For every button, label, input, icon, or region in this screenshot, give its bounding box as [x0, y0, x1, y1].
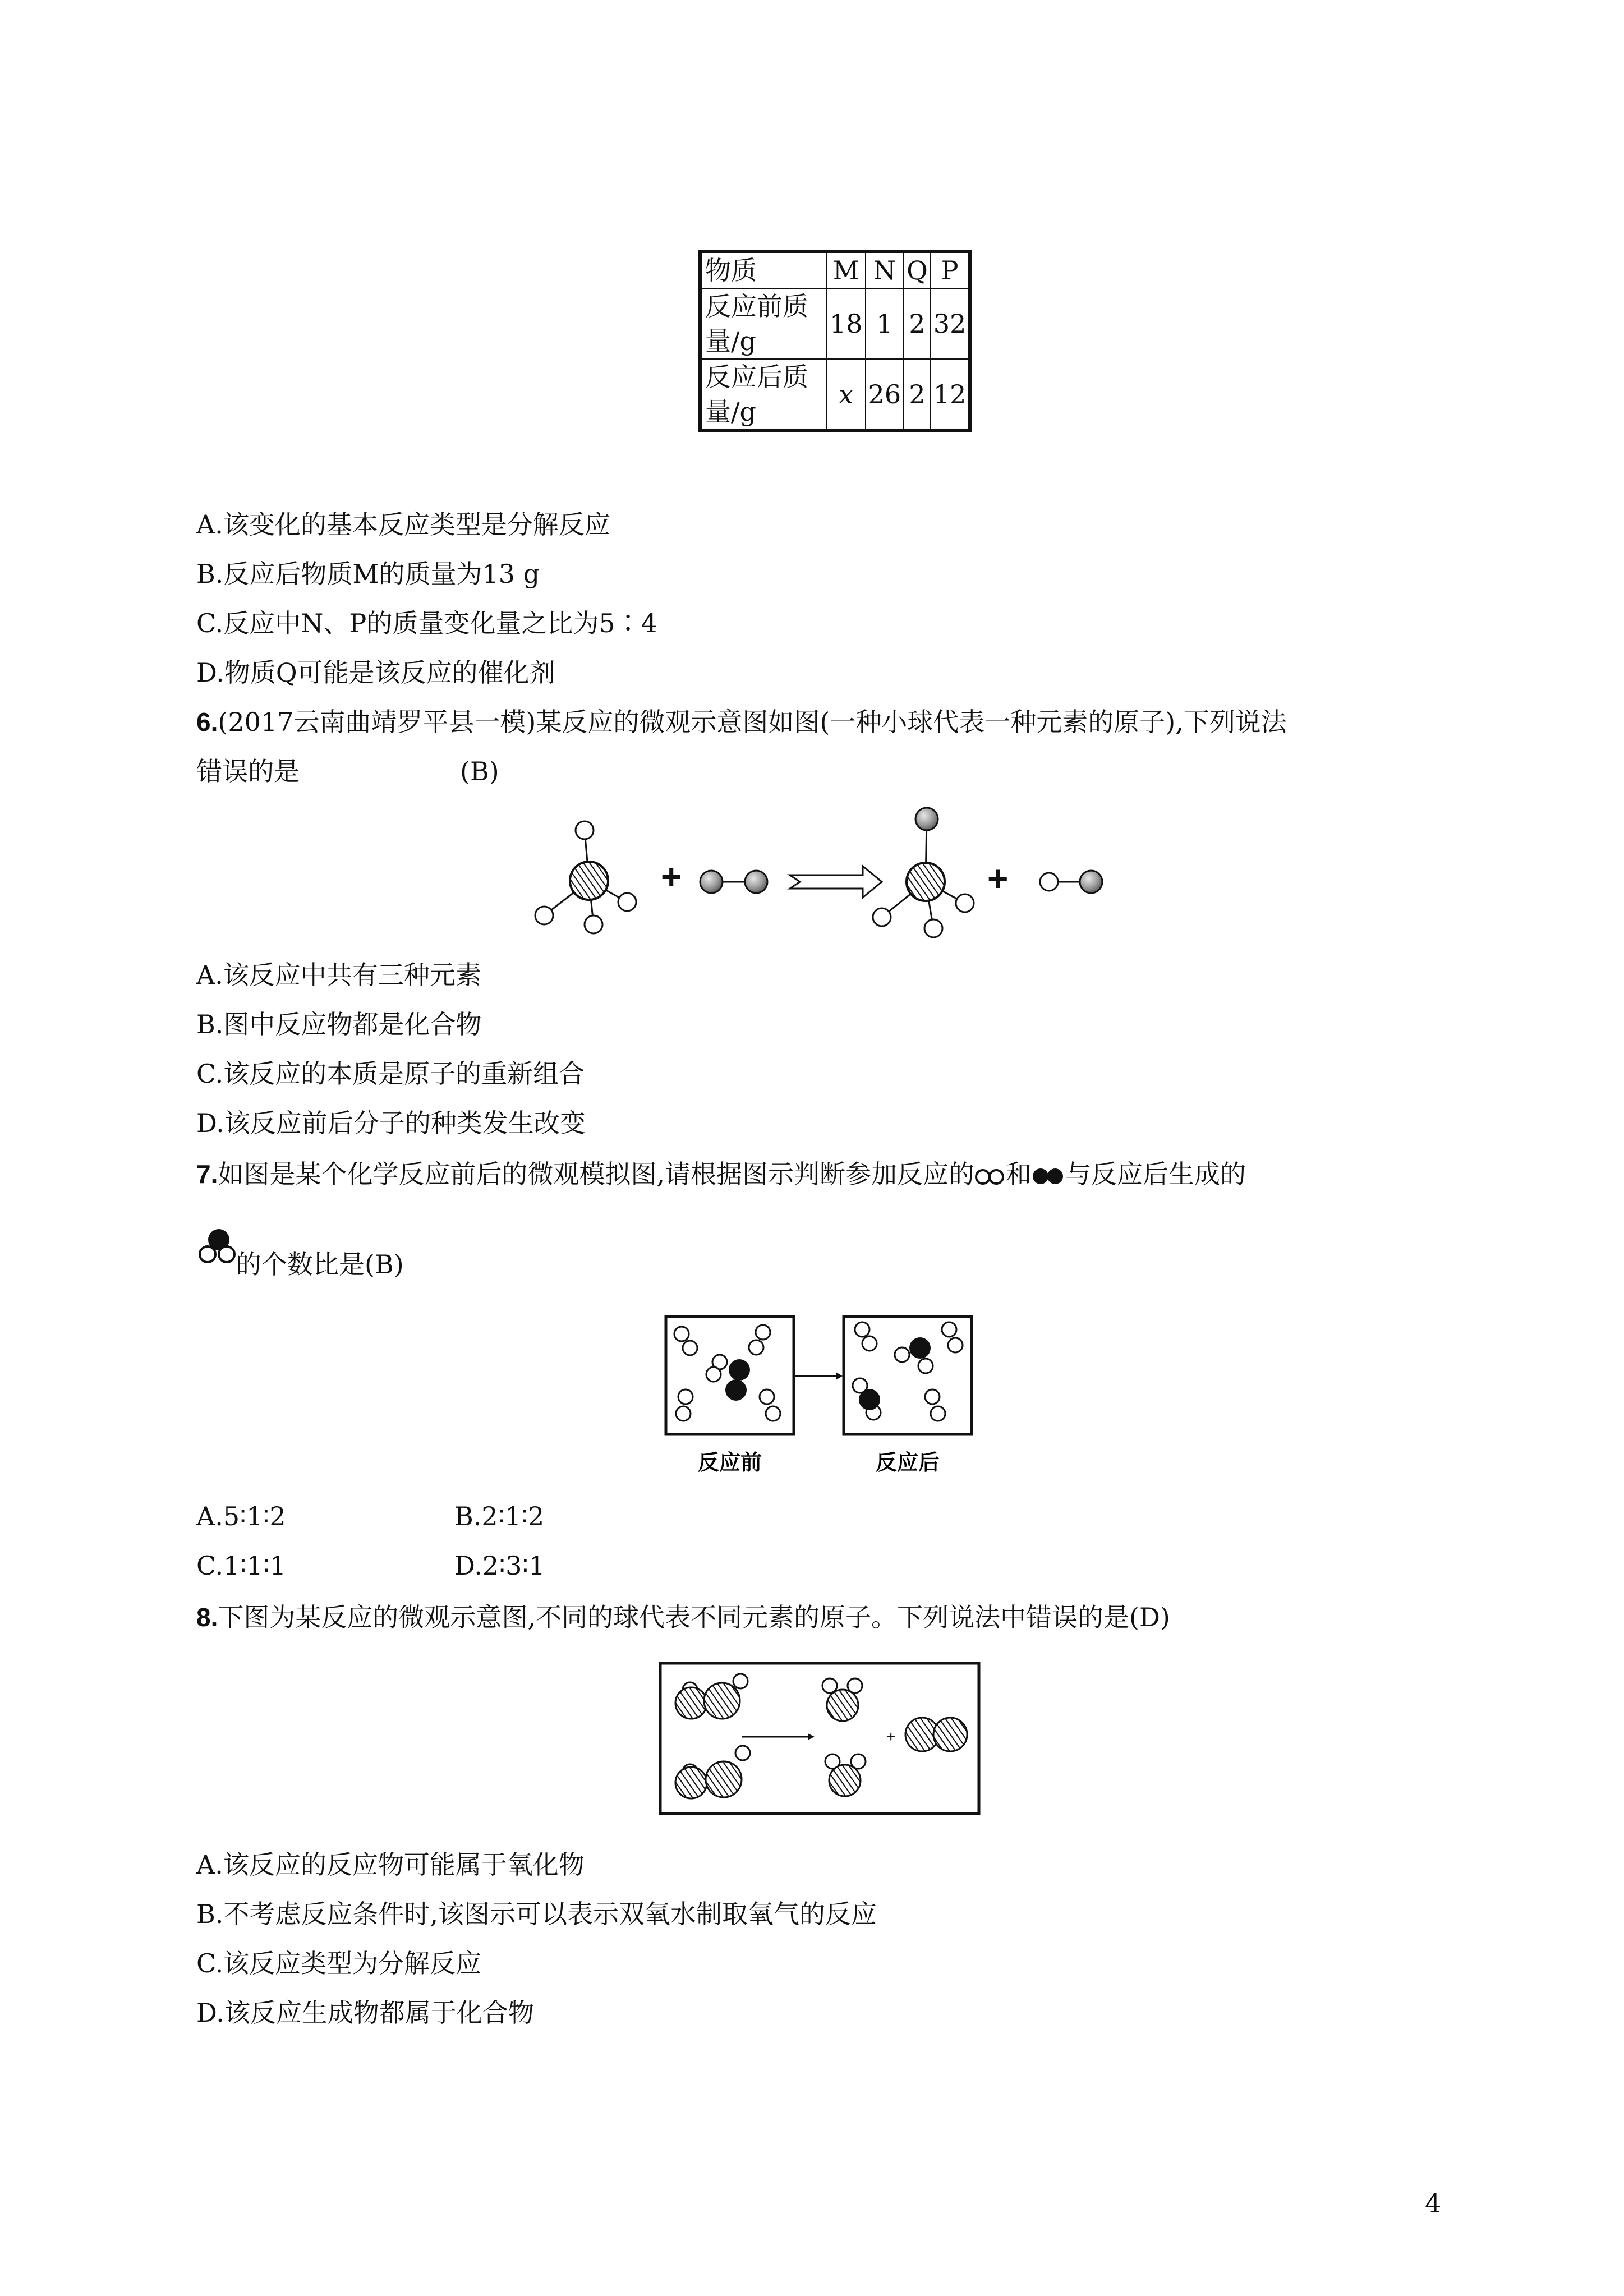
plus-sign: +: [661, 857, 682, 897]
q6-stem-text: (2017云南曲靖罗平县一模)某反应的微观示意图如图(一种小球代表一种元素的原子),下列说法: [218, 707, 1287, 737]
reactant-molecule-1: [535, 821, 636, 933]
q7-stem-line2: [196, 1234, 404, 1281]
q7-option-b: B.2∶1∶2: [454, 1501, 545, 1531]
q5-option-b: B.反应后物质M的质量为13 g: [196, 559, 540, 589]
question-number: 8.: [196, 1603, 218, 1632]
product-molecule-1: [873, 808, 974, 937]
q6-option-b: B.图中反应物都是化合物: [196, 1009, 482, 1039]
product-molecule-2: [1040, 871, 1102, 893]
q5-option-c: C.反应中N、P的质量变化量之比为5∶4: [196, 608, 657, 638]
q8-option-b: B.不考虑反应条件时,该图示可以表示双氧水制取氧气的反应: [196, 1899, 877, 1929]
q6-option-d: D.该反应前后分子的种类发生改变: [196, 1108, 586, 1138]
table-row: [700, 359, 970, 431]
q7-option-d: D.2∶3∶1: [454, 1550, 545, 1581]
q7-stem-text: 和: [1006, 1159, 1032, 1189]
black-pair-molecule-icon: [1032, 1166, 1065, 1186]
table-cell: 物质: [700, 251, 827, 288]
q6-stem-line1: [196, 705, 1287, 739]
table-cell: N: [866, 251, 904, 288]
q7-stem-text: 的个数比是(B): [236, 1249, 404, 1280]
table-cell: 反应前质量/g: [700, 288, 827, 359]
question-number: 7.: [196, 1159, 218, 1189]
q5-option-a: A.该变化的基本反应类型是分解反应: [196, 509, 610, 540]
table-cell: 2: [904, 359, 931, 431]
q6-answer: (B): [460, 756, 499, 786]
table-cell: 2: [904, 288, 931, 359]
reaction-arrow: [790, 866, 882, 898]
caption-after: 反应后: [875, 1451, 940, 1475]
q8-option-c: C.该反应类型为分解反应: [196, 1948, 482, 1978]
page-number: 4: [1425, 2188, 1442, 2219]
mass-table: [698, 250, 972, 432]
q8-option-a: A.该反应的反应物可能属于氧化物: [196, 1849, 585, 1880]
q7-stem-text: 与反应后生成的: [1065, 1159, 1246, 1189]
reactant-molecule-2: [700, 871, 767, 893]
question-number: 6.: [196, 707, 218, 737]
table-cell: M: [827, 251, 866, 288]
q6-option-c: C.该反应的本质是原子的重新组合: [196, 1059, 585, 1089]
q7-reaction-diagram: [662, 1313, 976, 1481]
table-header-row: [700, 251, 970, 288]
black-white-molecule-icon: [196, 1226, 236, 1268]
q5-option-d: D.物质Q可能是该反应的催化剂: [196, 657, 555, 688]
q7-stem-line1: [196, 1157, 1246, 1191]
table-cell: x: [827, 359, 866, 431]
plus-sign: +: [987, 858, 1009, 899]
plus-sign: +: [886, 1728, 896, 1745]
table-cell: 反应后质量/g: [700, 359, 827, 431]
q8-option-d: D.该反应生成物都属于化合物: [196, 1998, 534, 2028]
q7-option-a: A.5∶1∶2: [196, 1501, 286, 1531]
q8-stem-text: 下图为某反应的微观示意图,不同的球代表不同元素的原子。下列说法中错误的是(D): [218, 1602, 1170, 1632]
caption-before: 反应前: [697, 1451, 762, 1475]
table-cell: P: [931, 251, 970, 288]
q8-reaction-diagram: [657, 1660, 983, 1818]
table-cell: 26: [866, 359, 904, 431]
q7-option-c: C.1∶1∶1: [196, 1550, 286, 1581]
table-cell: 1: [866, 288, 904, 359]
table-cell: Q: [904, 251, 931, 288]
white-pair-molecule-icon: [974, 1167, 1006, 1186]
table-cell: 18: [827, 288, 866, 359]
table-cell: 12: [931, 359, 970, 431]
q6-reaction-diagram: [522, 802, 1128, 948]
arrow-head: [836, 1372, 843, 1380]
table-row: [700, 288, 970, 359]
table-cell: 32: [931, 288, 970, 359]
q7-stem-text: 如图是某个化学反应前后的微观模拟图,请根据图示判断参加反应的: [218, 1159, 974, 1189]
q8-stem: [196, 1600, 1170, 1634]
q6-option-a: A.该反应中共有三种元素: [196, 960, 481, 990]
q6-stem-line2: 错误的是: [196, 756, 300, 786]
